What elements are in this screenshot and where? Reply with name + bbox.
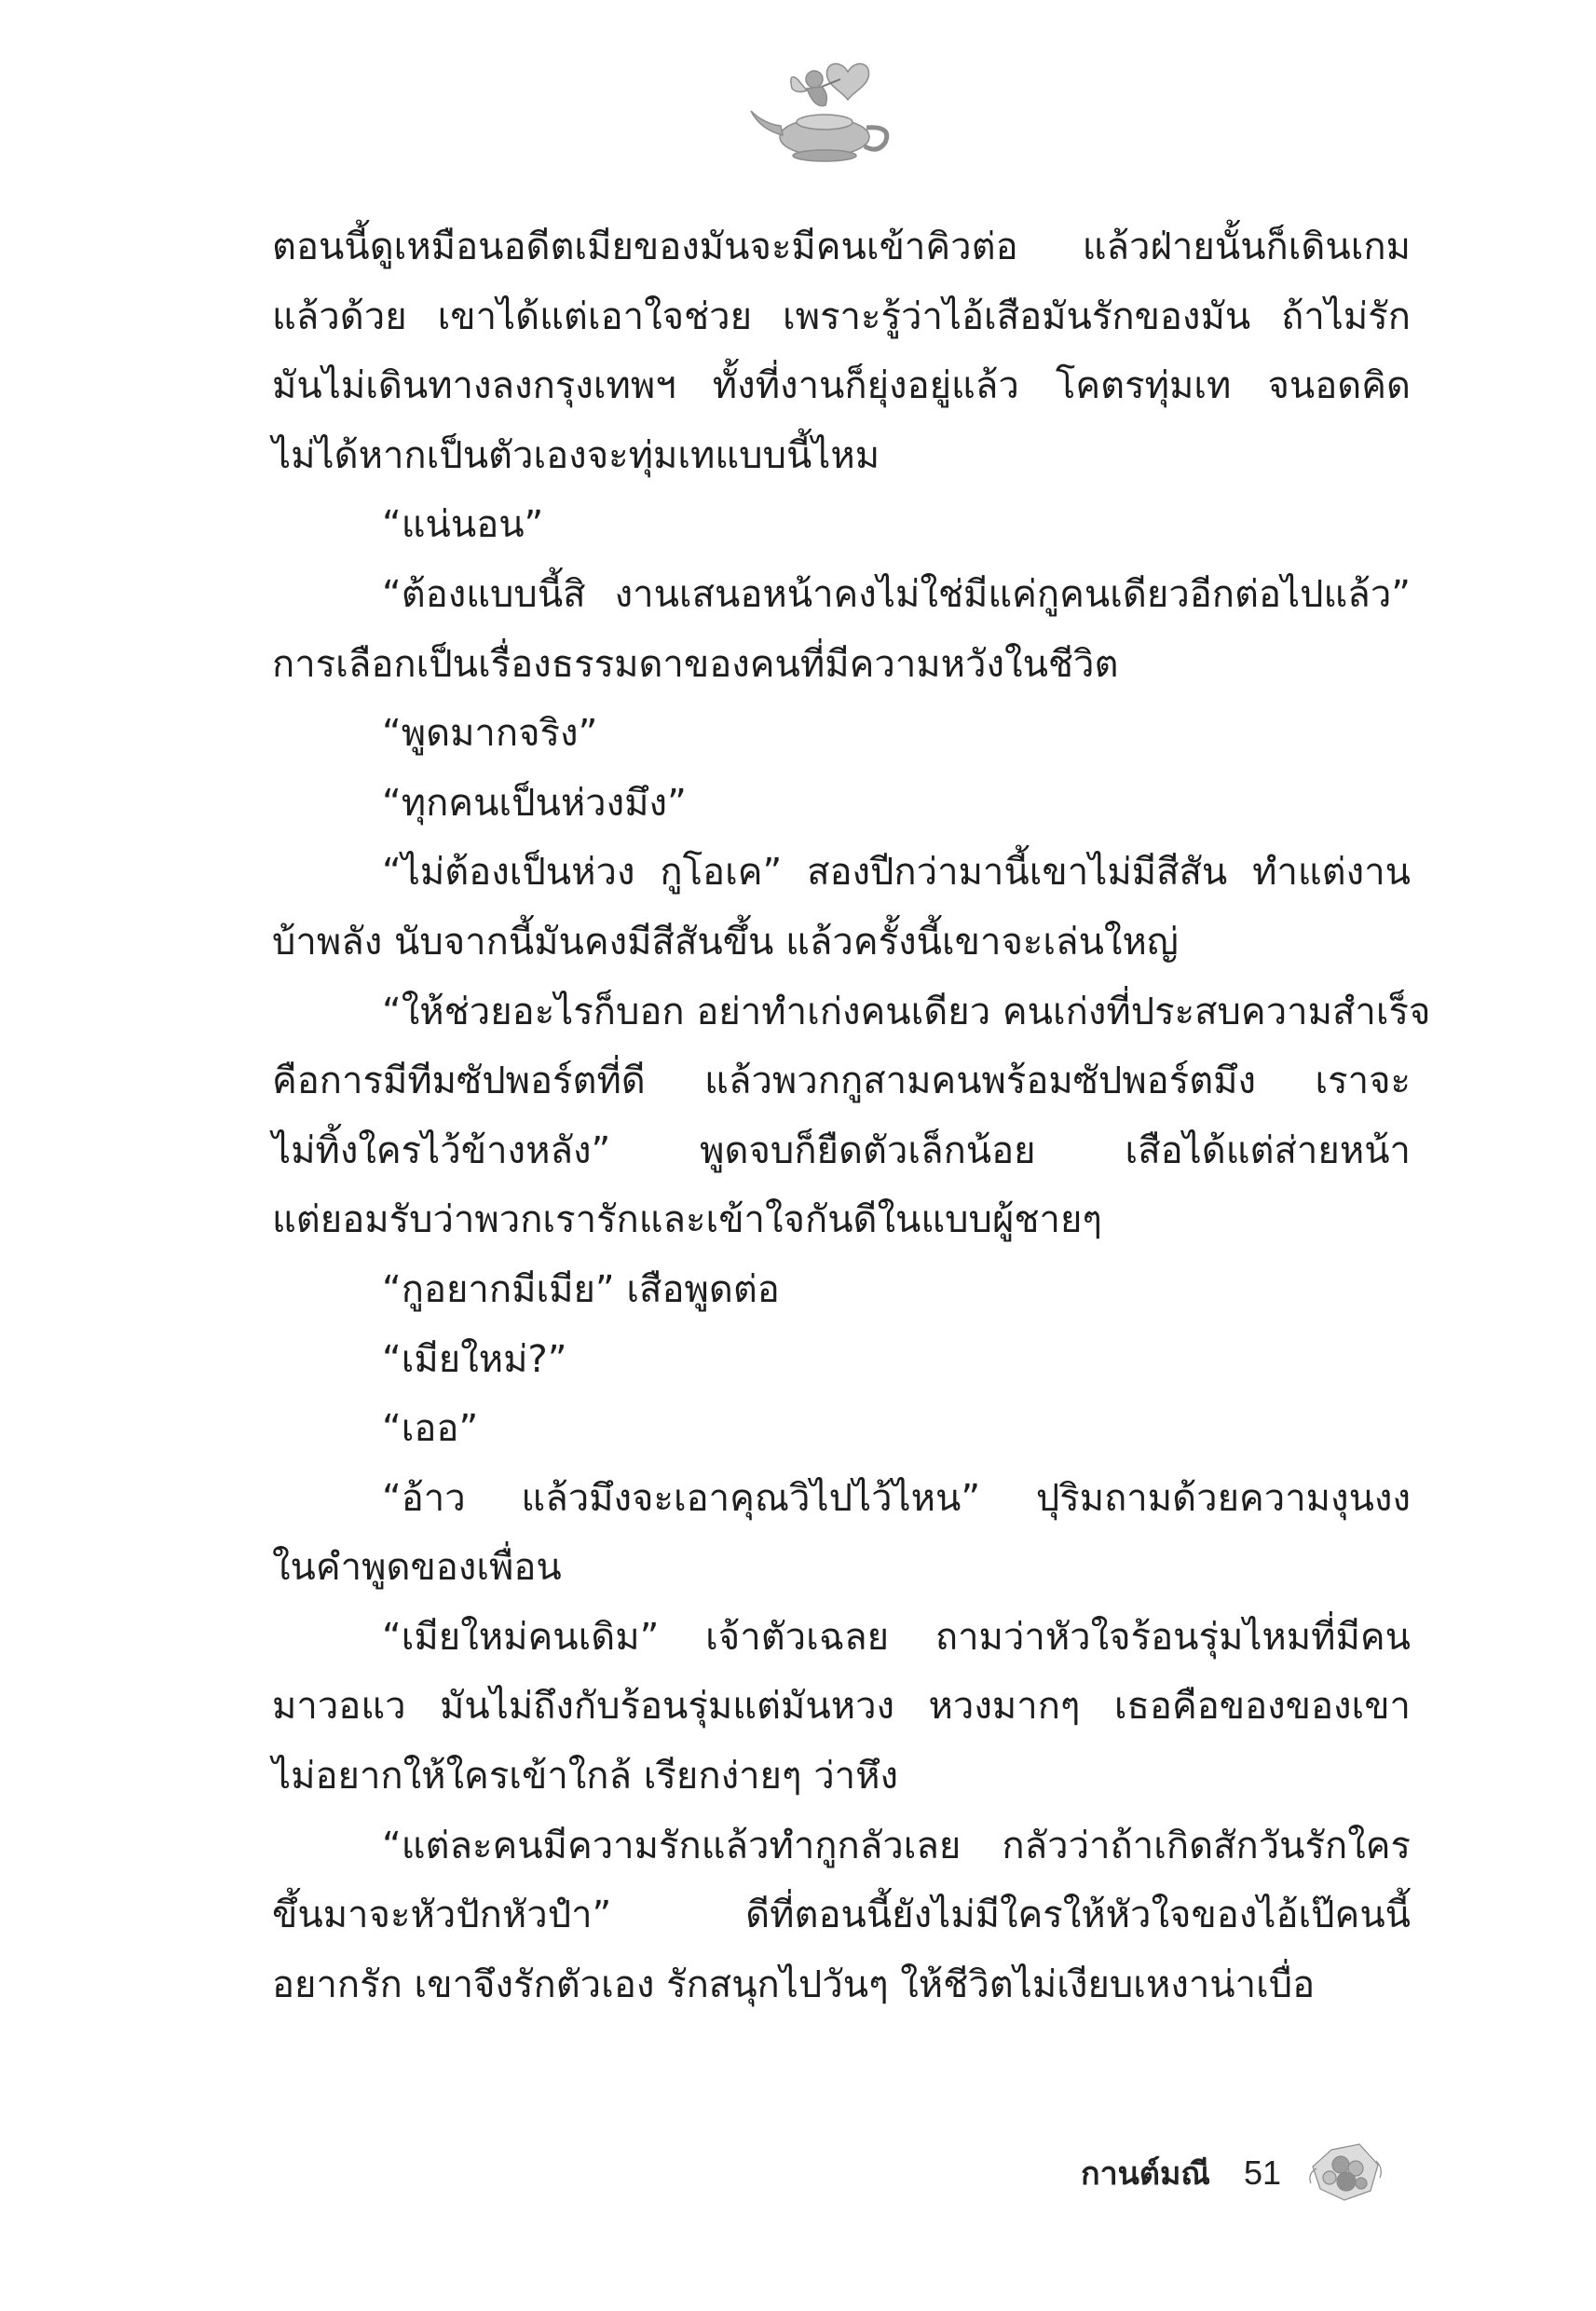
text-line: แล้วด้วย เขาได้แต่เอาใจช่วย เพราะรู้ว่าไอ้เสือมันรักของมัน ถ้าไม่รัก — [272, 294, 1411, 338]
text-line: “แต่ละคนมีความรักแล้วทำกูกลัวเลย กลัวว่าถ้าเกิดสักวันรักใคร — [382, 1824, 1411, 1867]
running-footer-title: กานต์มณี — [1081, 2155, 1210, 2193]
text-line: “เมียใหม่คนเดิม” เจ้าตัวเฉลย ถามว่าหัวใจร้อนรุ่มไหมที่มีคน — [382, 1615, 1411, 1659]
text-line: “กูอยากมีเมีย” เสือพูดต่อ — [382, 1267, 780, 1311]
body-text — [272, 212, 1431, 2019]
text-line: ไม่อยากให้ใครเข้าใกล้ เรียกง่ายๆ ว่าหึง — [272, 1755, 899, 1798]
text-line: การเลือกเป็นเรื่องธรรมดาของคนที่มีความหวังในชีวิต — [272, 642, 1119, 686]
text-line: ในคำพูดของเพื่อน — [272, 1546, 562, 1590]
text-line: “ให้ช่วยอะไรก็บอก อย่าทำเก่งคนเดียว คนเก่งที่ประสบความสำเร็จ — [382, 990, 1431, 1033]
text-line: “แน่นอน” — [382, 503, 544, 547]
text-line: “ทุกคนเป็นห่วงมึง” — [382, 781, 687, 825]
flower-bouquet-icon — [1303, 2140, 1385, 2206]
text-line: ขึ้นมาจะหัวปักหัวปำ” ดีที่ตอนนี้ยังไม่มีใครให้หัวใจของไอ้เป๊คนนี้ — [272, 1894, 1411, 1937]
text-line: “พูดมากจริง” — [382, 712, 598, 756]
text-line: “ไม่ต้องเป็นห่วง กูโอเค” สองปีกว่ามานี้เขาไม่มีสีสัน ทำแต่งาน — [382, 851, 1411, 895]
text-line: มาวอแว มันไม่ถึงกับร้อนรุ่มแต่มันหวง หวงมากๆ เธอคือของของเขา — [272, 1685, 1411, 1729]
page-footer — [1081, 2145, 1385, 2201]
text-line: “ต้องแบบนี้สิ งานเสนอหน้าคงไม่ใช่มีแค่กูคนเดียวอีกต่อไปแล้ว” — [382, 572, 1411, 616]
text-line: ตอนนี้ดูเหมือนอดีตเมียของมันจะมีคนเข้าคิวต่อ แล้วฝ่ายนั้นก็เดินเกม — [272, 226, 1411, 268]
text-line: แต่ยอมรับว่าพวกเรารักและเข้าใจกันดีในแบบผู้ชายๆ — [272, 1198, 1102, 1242]
text-line: “เออ” — [382, 1407, 479, 1451]
text-line: อยากรัก เขาจึงรักตัวเอง รักสนุกไปวันๆ ให้ชีวิตไม่เงียบเหงาน่าเบื่อ — [272, 1962, 1316, 2006]
text-line: “เมียใหม่?” — [382, 1337, 567, 1381]
text-line: คือการมีทีมซัปพอร์ตที่ดี แล้วพวกกูสามคนพร้อมซัปพอร์ตมึง เราจะ — [272, 1060, 1411, 1103]
text-line: ไม่ทิ้งใครไว้ข้างหลัง” พูดจบก็ยืดตัวเล็กน้อย เสือได้แต่ส่ายหน้า — [272, 1128, 1411, 1172]
text-line: ไม่ได้หากเป็นตัวเองจะทุ่มเทแบบนี้ไหม — [272, 433, 880, 477]
page-number: 51 — [1243, 2154, 1282, 2192]
cupid-teapot-icon — [736, 51, 913, 168]
text-line: “อ้าว แล้วมึงจะเอาคุณวิไปไว้ไหน” ปุริมถามด้วยความงุนงง — [382, 1476, 1411, 1520]
text-line: มันไม่เดินทางลงกรุงเทพฯ ทั้งที่งานก็ยุ่งอยู่แล้ว โคตรทุ่มเท จนอดคิด — [272, 364, 1411, 408]
text-line: บ้าพลัง นับจากนี้มันคงมีสีสันขึ้น แล้วครั้งนี้เขาจะเล่นใหญ่ — [272, 920, 1179, 964]
